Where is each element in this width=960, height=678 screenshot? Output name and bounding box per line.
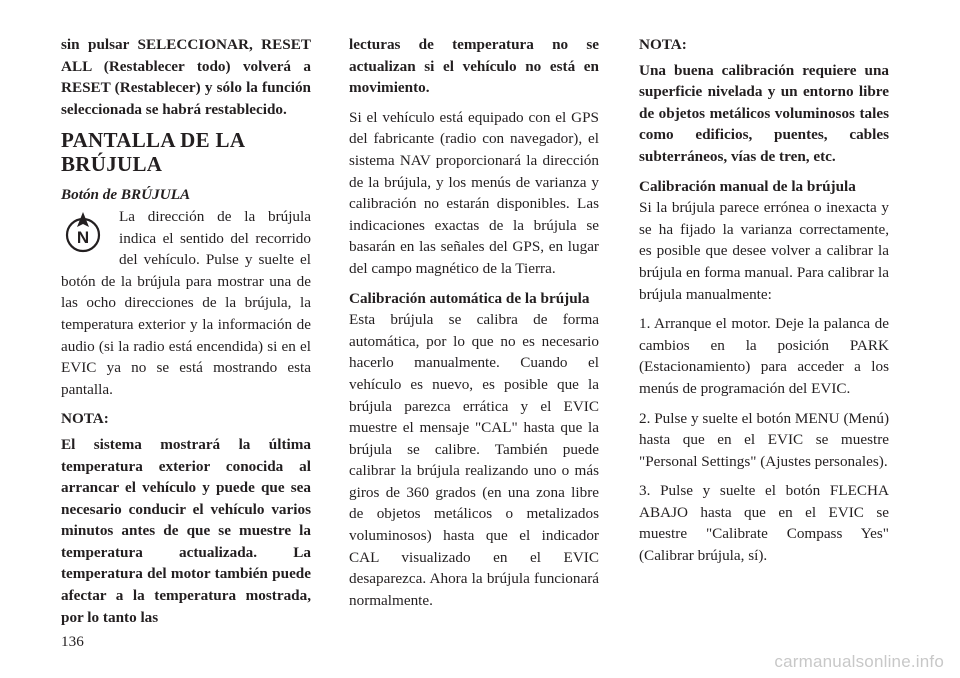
auto-calibration-text: Esta brújula se calibra de forma automática, por lo que no es necesario hacerlo manualmente. Cuando el vehículo es nuevo, es posible que la brújula parezca errática y el EVIC muestre el mensaje "CAL" hasta que la brújula se calibre. También puede calibrar la brújula realizando uno o más giros de 360 grados (en una zona libre de objetos metálicos o metalizados voluminosos) hasta que el indicador CAL visualizado en el EVIC desaparezca. Ahora la brújula funcionará normalmente. xyxy=(349,311,599,609)
section-title: PANTALLA DE LA BRÚJULA xyxy=(61,128,245,177)
step-item: 2. Pulse y suelte el botón MENU (Menú) hasta que en el EVIC se muestre "Personal Settings" (Ajustes personales). xyxy=(639,409,889,470)
left-column xyxy=(61,34,311,628)
note-continuation: lecturas de temperatura no se actualizan si el vehículo no está en movimiento. xyxy=(349,36,599,97)
watermark: carmanualsonline.info xyxy=(774,652,944,671)
note-label: NOTA: xyxy=(61,410,109,428)
manual-calibration-text: Si la brújula parece errónea o inexacta y se ha fijado la varianza correctamente, es posible que desee volver a calibrar la brújula en forma manual. Para calibrar la brújula manualmente: xyxy=(639,199,889,303)
intro-paragraph: sin pulsar SELECCIONAR, RESET ALL (Restablecer todo) volverá a RESET (Restablecer) y sólo la función seleccionada se habrá restablecido. xyxy=(61,36,311,118)
compass-n-icon xyxy=(61,206,119,268)
svg-text:N: N xyxy=(76,227,90,247)
note-label: NOTA: xyxy=(639,36,687,53)
auto-calibration-heading: Calibración automática de la brújula xyxy=(349,289,590,307)
middle-column xyxy=(349,34,599,619)
note-text: Una buena calibración requiere una superficie nivelada y un entorno libre de objetos metálicos voluminosos tales como edificios, puentes, cables subterráneos, vías de tren, etc. xyxy=(639,61,889,165)
gps-paragraph: Si el vehículo está equipado con el GPS del fabricante (radio con navegador), el sistema NAV proporcionará la dirección de la brújula, y los menús de varianza y calibración no estarán disponibles. Las indicaciones exactas de la brújula se basarán en las señales del GPS, en lugar del campo magnético de la Tierra. xyxy=(349,108,599,277)
compass-description: La dirección de la brújula indica el sentido del recorrido del vehículo. Pulse y suelte el botón de la brújula para mostrar una de las ocho direcciones de la brújula, la temperatura exterior y la información de audio (si la radio está encendida) si en el EVIC ya no se está mostrando esta pantalla. xyxy=(61,207,311,398)
note-text: El sistema mostrará la última temperatura exterior conocida al arrancar el vehículo y puede que sea necesario conducir el vehículo varios minutos antes de que se muestre la temperatura actualizada. La temperatura del motor también puede afectar a la temperatura mostrada, por lo tanto las xyxy=(61,435,311,626)
manual-calibration-heading: Calibración manual de la brújula xyxy=(639,177,856,195)
compass-button-subheading: Botón de BRÚJULA xyxy=(61,186,191,204)
step-item: 3. Pulse y suelte el botón FLECHA ABAJO hasta que en el EVIC se muestre "Calibrate Compass Yes" (Calibrar brújula, sí). xyxy=(639,482,889,565)
right-column xyxy=(639,34,889,575)
step-item: 1. Arranque el motor. Deje la palanca de cambios en la posición PARK (Estacionamiento) para acceder a los menús de programación del EVIC. xyxy=(639,315,889,397)
page-number: 136 xyxy=(61,633,84,650)
